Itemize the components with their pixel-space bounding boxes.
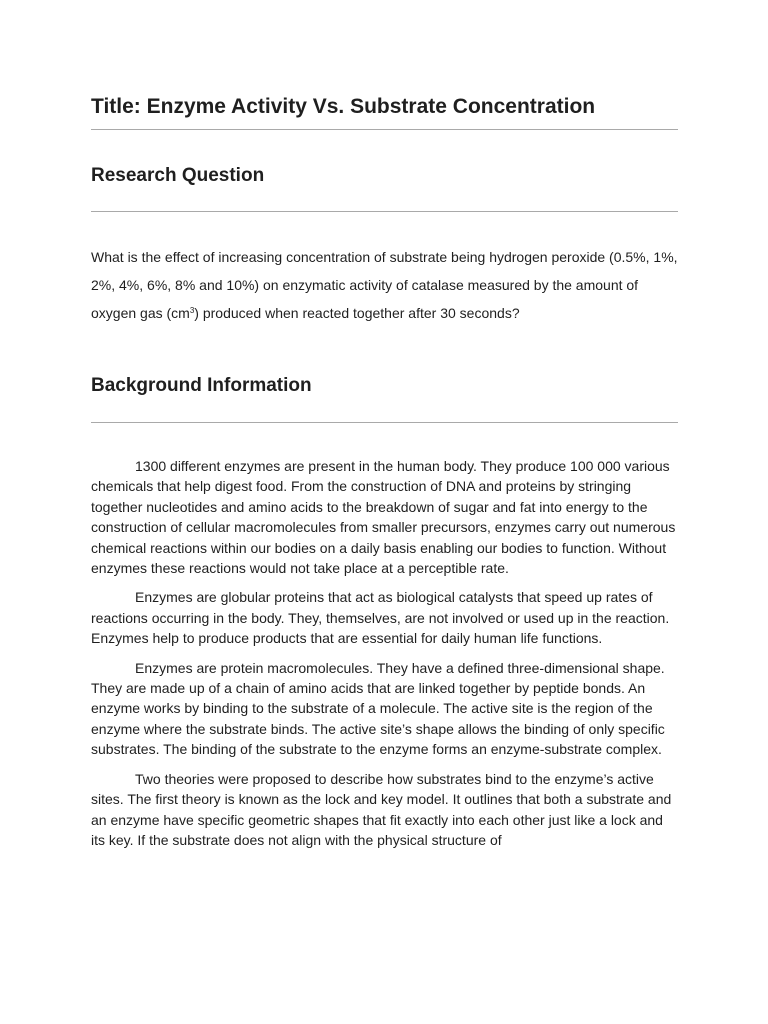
research-question-divider <box>91 211 678 212</box>
title-divider <box>91 129 678 130</box>
background-information-heading: Background Information <box>91 375 312 396</box>
background-information-divider <box>91 422 678 423</box>
research-question-text <box>91 243 679 327</box>
background-information-body <box>91 456 679 859</box>
background-paragraph: Enzymes are protein macromolecules. They have a defined three-dimensional shape. They are made up of a chain of amino acids that are linked together by peptide bonds. An enzyme works by binding to the substrate of a molecule. The active site is the region of the enzyme where the substrate binds. The active site’s shape allows the binding of only specific substrates. The binding of the substrate to the enzyme forms an enzyme-substrate complex. <box>91 659 665 758</box>
research-question-text-part-1: What is the effect of increasing concentration of substrate being hydrogen peroxide (0.5%, 1%, 2%, 4%, 6%, 8% and 10%) on enzymatic activity of catalase measured by the amount of oxygen gas (cm <box>91 249 678 321</box>
research-question-heading: Research Question <box>91 165 265 186</box>
research-question-text-part-2: ) produced when reacted together after 30 seconds? <box>194 305 520 321</box>
background-paragraph: 1300 different enzymes are present in the human body. They produce 100 000 various chemicals that help digest food. From the construction of DNA and proteins by stringing together nucleotides and amino acids to the breakdown of sugar and fat into energy to the construction of cellular macromolecules from smaller precursors, enzymes carry out numerous chemical reactions within our bodies on a daily basis enabling our bodies to function. Without enzymes these reactions would not take place at a perceptible rate. <box>91 458 676 577</box>
superscript-3: 3 <box>189 306 195 315</box>
background-paragraph: Enzymes are globular proteins that act as biological catalysts that speed up rates of reactions occurring in the body. They, themselves, are not involved or used up in the reaction. Enzymes help to produce products that are essential for daily human life functions. <box>91 589 670 647</box>
background-paragraph: Two theories were proposed to describe how substrates bind to the enzyme’s active sites. The first theory is known as the lock and key model. It outlines that both a substrate and an enzyme have specific geometric shapes that fit exactly into each other just like a lock and its key. If the substrate does not align with the physical structure of <box>91 770 672 848</box>
document-title: Title: Enzyme Activity Vs. Substrate Concentration <box>91 95 596 118</box>
